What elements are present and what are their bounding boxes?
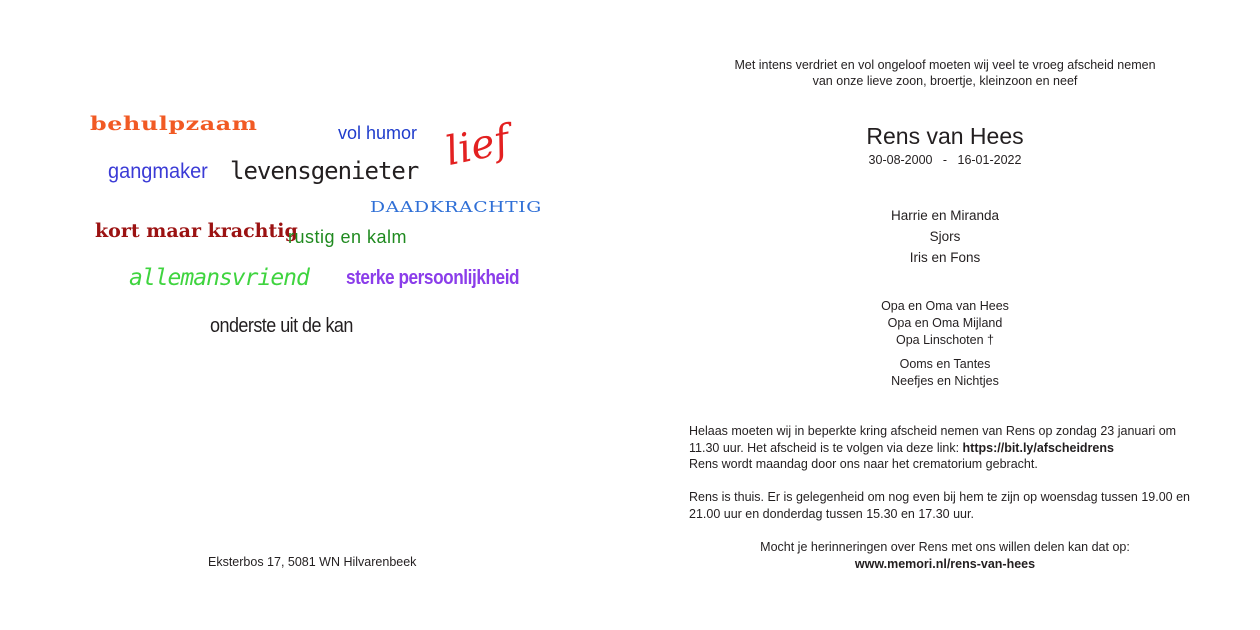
word-behulpzaam: behulpzaam bbox=[90, 113, 258, 135]
word-kort-maar-krachtig: kort maar krachtig bbox=[95, 220, 298, 242]
family-sibling: Sjors bbox=[929, 229, 961, 244]
share-memories-text: Mocht je herinneringen over Rens met ons willen delen kan dat op: bbox=[760, 540, 1130, 554]
share-memories bbox=[690, 539, 1200, 573]
grandparent-linschoten: Opa Linschoten † bbox=[896, 333, 994, 347]
word-levensgenieter: levensgenieter bbox=[230, 157, 419, 185]
word-lief: lief bbox=[441, 116, 514, 176]
intro-line-2: van onze lieve zoon, broertje, kleinzoon en neef bbox=[812, 74, 1078, 88]
other-relatives bbox=[690, 356, 1200, 390]
grandparents bbox=[690, 298, 1200, 349]
grandparents-van-hees: Opa en Oma van Hees bbox=[881, 299, 1009, 313]
word-gangmaker: gangmaker bbox=[108, 160, 208, 183]
word-rustig-en-kalm: rustig en kalm bbox=[288, 227, 408, 247]
word-sterke-persoonlijkheid: sterke persoonlijkheid bbox=[346, 267, 520, 289]
word-daadkrachtig: DAADKRACHTIG bbox=[370, 198, 542, 216]
funeral-info-paragraph bbox=[689, 423, 1209, 473]
word-allemansvriend: allemansvriend bbox=[129, 265, 309, 291]
livestream-link[interactable]: https://bit.ly/afscheidrens bbox=[962, 440, 1114, 455]
family-sibling-partner: Iris en Fons bbox=[909, 250, 981, 265]
deceased-name: Rens van Hees bbox=[866, 123, 1024, 149]
life-dates: 30-08-2000 - 16-01-2022 bbox=[868, 153, 1022, 167]
crematorium-text: Rens wordt maandag door ons naar het crematorium gebracht. bbox=[689, 457, 1038, 471]
funeral-info-text: Helaas moeten wij in beperkte kring afscheid nemen van Rens op zondag 23 januari om 11.30 uur. Het afscheid is te volgen via deze link: bbox=[689, 424, 1177, 455]
memori-link[interactable]: www.memori.nl/rens-van-hees bbox=[854, 557, 1036, 571]
family-parents: Harrie en Miranda bbox=[890, 208, 1000, 223]
word-onderste-uit-de-kan: onderste uit de kan bbox=[210, 315, 353, 337]
immediate-family bbox=[690, 205, 1200, 268]
intro-text bbox=[690, 57, 1200, 89]
word-vol-humor: vol humor bbox=[338, 123, 418, 143]
visitation-paragraph: Rens is thuis. Er is gelegenheid om nog even bij hem te zijn op woensdag tussen 19.00 en 21.00 uur en donderdag tussen 15.30 en 17.30 uur. bbox=[689, 490, 1191, 521]
intro-line-1: Met intens verdriet en vol ongeloof moeten wij veel te vroeg afscheid nemen bbox=[734, 58, 1156, 72]
relatives-cousins: Neefjes en Nichtjes bbox=[891, 374, 999, 388]
grandparents-mijland: Opa en Oma Mijland bbox=[887, 316, 1003, 330]
address: Eksterbos 17, 5081 WN Hilvarenbeek bbox=[208, 555, 417, 569]
relatives-uncles-aunts: Ooms en Tantes bbox=[899, 357, 991, 371]
